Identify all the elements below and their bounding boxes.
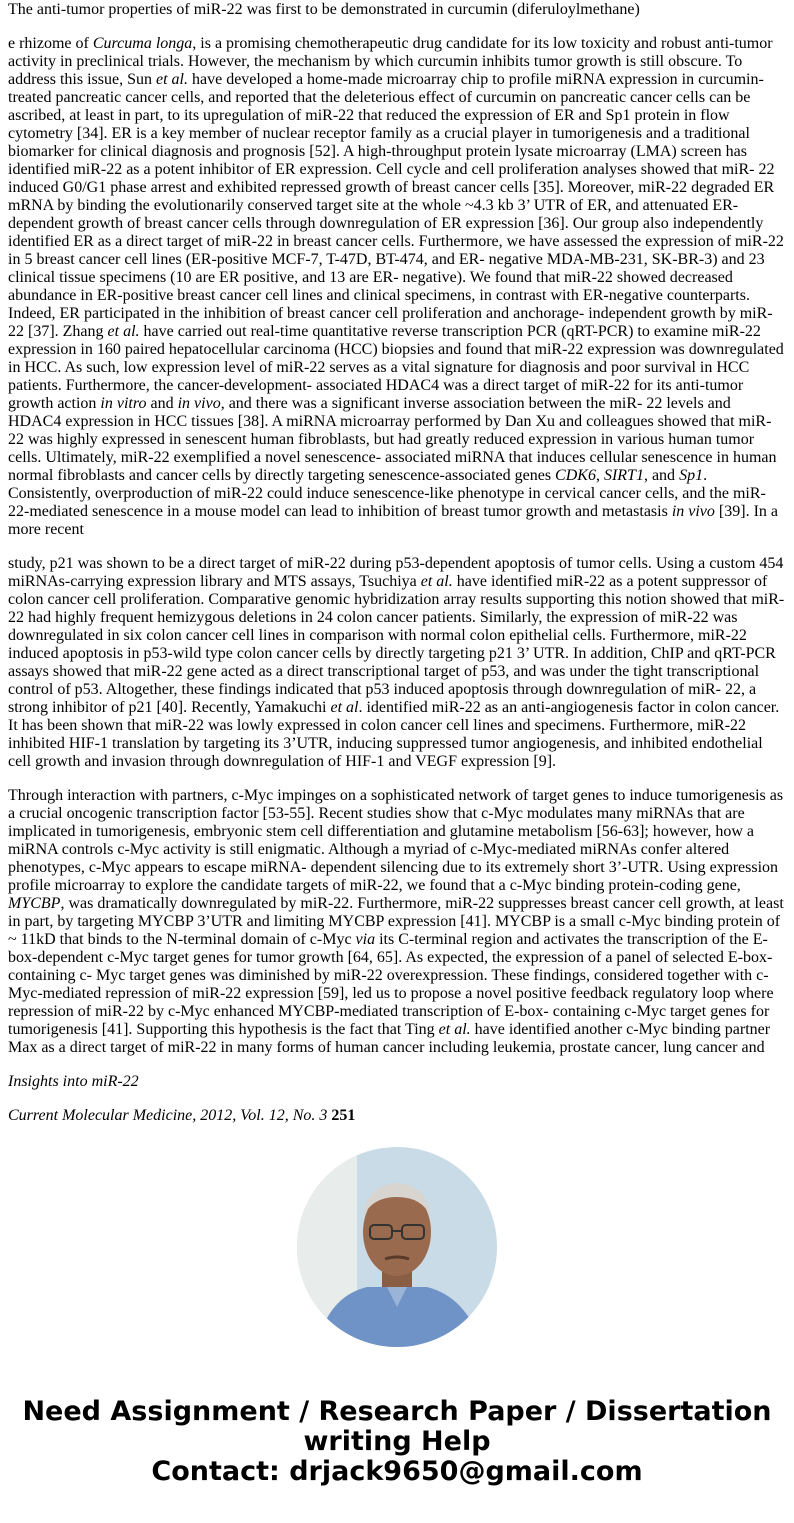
text-run: . Consistently, overproduction of miR-22 could induce senescence-like phenotype in cervical cancer cells, and the miR-22-mediated senescence in a mouse model can lead to inhibition of breast tumor growth and metastasis (8, 467, 766, 520)
paragraph (8, 35, 786, 539)
text-run: study, p21 was shown to be a direct target of miR-22 during p53-dependent apoptosis of tumor cells. Using a custom 454 miRNAs-carrying expression library and MTS assays, Tsuchiya (8, 555, 784, 590)
text-run: its C-terminal region and activates the transcription of the E-box-dependent c-Myc target genes for tumor growth [64, 65]. As expected, the expression of a panel of selected E-box-containing c- Myc target genes was diminished by miR-22 overexpression. These findings, considered together with c-Myc-mediated repression of miR-22 expression [59], led us to propose a novel positive feedback regulatory loop where repression of miR-22 by c-Myc enhanced MYCBP-mediated transcription of E-box- containing c-Myc target genes for tumorigenesis [41]. Supporting this hypothesis is the fact that Ting (8, 931, 774, 1038)
text-run: . identified miR-22 as an anti-angiogenesis factor in colon cancer. It has been shown that miR-22 was lowly expressed in colon cancer cell lines and specimens. Furthermore, miR-22 inhibited HIF-1 translation by targeting its 3’UTR, inducing suppressed tumor angiogenesis, and inhibited endothelial cell growth and invasion through downregulation of HIF-1 and VEGF expression [9]. (8, 699, 780, 770)
text-run: have identified another c-Myc binding partner Max as a direct target of miR-22 in many forms of human cancer including leukemia, prostate cancer, lung cancer and (8, 1021, 771, 1056)
text-run: , was dramatically downregulated by miR-22. Furthermore, miR-22 suppresses breast cancer cell growth, at least in part, by targeting MYCBP 3’UTR and limiting MYCBP expression [41]. MYCBP is a small c-Myc binding protein of ~ 11kD that binds to the N-terminal domain of c-Myc (8, 895, 784, 948)
text-run: have carried out real-time quantitative reverse transcription PCR (qRT-PCR) to examine miR-22 expression in 160 paired hepatocellular carcinoma (HCC) biopsies and found that miR-22 expression was downregulated in HCC. As such, low expression level of miR-22 serves as a vital signature for diagnosis and poor survival in HCC patients. Furthermore, the cancer-development- associated HDAC4 was a direct target of miR-22 for its anti-tumor growth action (8, 323, 784, 412)
italic-text: et al (330, 699, 359, 716)
italic-text: via (355, 931, 376, 948)
text-run: e rhizome of (8, 35, 93, 52)
italic-text: in vivo (177, 395, 221, 412)
page-number: 251 (331, 1107, 356, 1124)
italic-text: et al. (156, 71, 188, 88)
italic-text: in vivo (671, 503, 715, 520)
body-text (8, 35, 786, 1057)
text-run: Through interaction with partners, c-Myc impinges on a sophisticated network of target genes to induce tumorigenesis as a crucial oncogenic transcription factor [53-55]. Recent studies show that c-Myc modulates many miRNAs that are implicated in tumorigenesis, embryonic stem cell differentiation and glutamine metabolism [56-63]; however, how a miRNA controls c-Myc activity is still enigmatic. Although a myriad of c-Myc-mediated miRNAs confer altered phenotypes, c-Myc appears to escape miRNA- dependent silencing due to its extremely short 3’-UTR. Using expression profile microarray to explore the candidate targets of miR-22, we found that a c-Myc binding protein-coding gene, (8, 787, 784, 894)
cta-contact: Contact: drjack9650@gmail.com (151, 1456, 643, 1487)
italic-text: SIRT1 (603, 467, 644, 484)
text-run: , is a promising chemotherapeutic drug candidate for its low toxicity and robust anti-tumor activity in preclinical trials. However, the mechanism by which curcumin inhibits tumor growth is still obscure. To address this issue, Sun (8, 35, 773, 88)
paragraph (8, 555, 786, 771)
text-run: have identified miR-22 as a potent suppressor of colon cancer cell proliferation. Comparative genomic hybridization array results supporting this notion showed that miR-22 had highly frequent hemizygous deletions in 24 colon cancer patients. Similarly, the expression of miR-22 was downregulated in six colon cancer cell lines in comparison with normal colon epithelial cells. Furthermore, miR-22 induced apoptosis in p53-wild type colon cancer cells by directly targeting p21 3’ UTR. In addition, ChIP and qRT-PCR assays showed that miR-22 gene acted as a direct transcriptional target of p53, and was under the tight transcriptional control of p53. Altogether, these findings indicated that p53 induced apoptosis through downregulation of miR- 22, a strong inhibitor of p21 [40]. Recently, Yamakuchi (8, 573, 785, 716)
italic-text: Curcuma longa (92, 35, 193, 52)
text-run: have developed a home-made microarray chip to profile miRNA expression in curcumin-treated pancreatic cancer cells, and reported that the deleterious effect of curcumin on pancreatic cancer cells can be ascribed, at least in part, to its upregulation of miR-22 that reduced the expression of ER and Sp1 protein in flow cytometry [34]. ER is a key member of nuclear receptor family as a crucial player in tumorigenesis and a traditional biomarker for clinical diagnosis and prognosis [52]. A high-throughput protein lysate microarray (LMA) screen has identified miR-22 as a potent inhibitor of ER expression. Cell cycle and cell proliferation analyses showed that miR- 22 induced G0/G1 phase arrest and exhibited repressed growth of breast cancer cells [35]. Moreover, miR-22 degraded ER mRNA by binding the evolutionarily conserved target site at the whole ~4.3 kb 3’ UTR of ER, and attenuated ER-dependent growth of breast cancer cells through downregulation of ER expression [36]. Our group also independently identified ER as a direct target of miR-22 in breast cancer cells. Furthermore, we have assessed the expression of miR-22 in 5 breast cancer cell lines (ER-positive MCF-7, T-47D, BT-474, and ER- negative MDA-MB-231, SK-BR-3) and 23 clinical tissue specimens (10 are ER positive, and 13 are ER- negative). We found that miR-22 showed decreased abundance in ER-positive breast cancer cell lines and clinical specimens, in contrast with ER-negative counterparts. Indeed, ER participated in the inhibition of breast cancer cell proliferation and anchorage- independent growth by miR-22 [37]. Zhang (8, 71, 784, 340)
text-run: , and there was a significant inverse association between the miR- 22 levels and HDAC4 expression in HCC tissues [38]. A miRNA microarray performed by Dan Xu and colleagues showed that miR-22 was highly expressed in senescent human fibroblasts, but had greatly reduced expression in various human tumor cells. Ultimately, miR-22 exemplified a novel senescence- associated miRNA that induces cellular senescence in human normal fibroblasts and cancer cells by directly targeting senescence-associated genes (8, 395, 777, 484)
italic-text: MYCBP (8, 895, 61, 912)
contact-banner (0, 1397, 794, 1487)
cta-headline: Need Assignment / Research Paper / Dissertation writing Help (22, 1396, 772, 1457)
italic-text: CDK6 (555, 467, 596, 484)
text-run: and (146, 395, 178, 412)
italic-text: et al. (438, 1021, 471, 1038)
italic-text: et al. (420, 573, 453, 590)
journal-name: Current Molecular Medicine, 2012, Vol. 12, No. 3 (8, 1107, 332, 1124)
text-run: [39]. In a more recent (8, 503, 778, 538)
text-run: , and (643, 467, 680, 484)
italic-text: Sp1 (679, 467, 704, 484)
text-run: , (595, 467, 604, 484)
running-head (8, 1073, 786, 1091)
journal-citation (8, 1107, 786, 1125)
paragraph (8, 787, 786, 1057)
italic-text: et al. (107, 323, 140, 340)
italic-text: in vitro (100, 395, 147, 412)
running-head-text: Insights into miR-22 (8, 1073, 139, 1090)
author-photo (297, 1147, 497, 1347)
title-line: The anti-tumor properties of miR-22 was first to be demonstrated in curcumin (diferuloylmethane) (8, 1, 640, 18)
